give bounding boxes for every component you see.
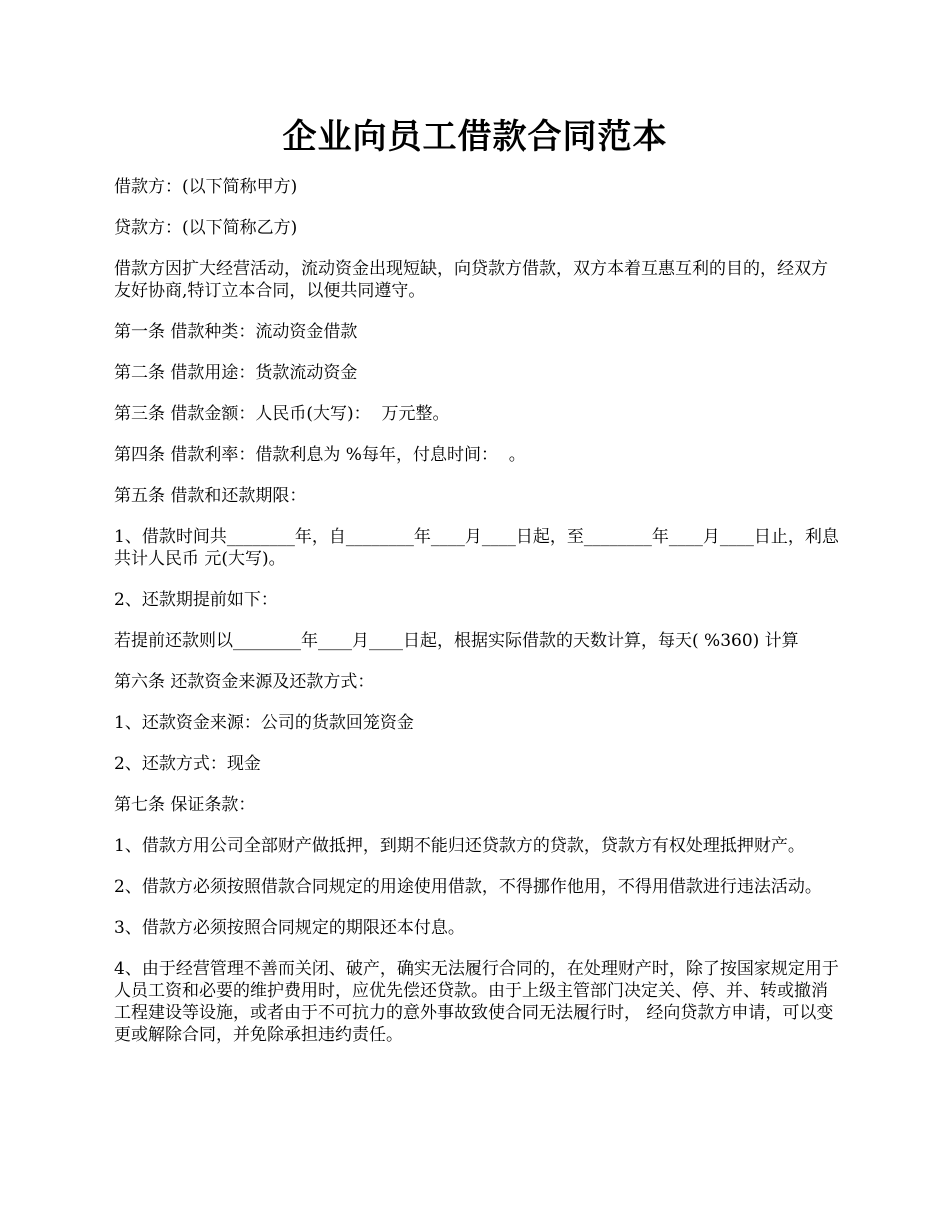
paragraph-article-6: 第六条 还款资金来源及还款方式： xyxy=(114,672,375,692)
paragraph-article-7: 第七条 保证条款： xyxy=(114,795,256,815)
paragraph-article-5-item-1: 1、借款时间共________年，自________年____月____日起，至________年____月____日止，利息共计人民币 元(大写)。 xyxy=(114,527,839,569)
paragraph-article-1: 第一条 借款种类：流动资金借款 xyxy=(114,322,358,342)
paragraph-article-6-item-1: 1、还款资金来源：公司的货款回笼资金 xyxy=(114,713,414,733)
paragraph-article-7-item-1: 1、借款方用公司全部财产做抵押，到期不能归还贷款方的贷款，贷款方有权处理抵押财产。 xyxy=(114,836,805,856)
paragraph-article-5: 第五条 借款和还款期限： xyxy=(114,486,307,506)
paragraph-article-6-item-2: 2、还款方式：现金 xyxy=(114,754,261,774)
paragraph-article-4: 第四条 借款利率：借款利息为 %每年，付息时间： 。 xyxy=(114,445,526,465)
paragraph-preamble: 借款方因扩大经营活动，流动资金出现短缺，向贷款方借款，双方本着互惠互利的目的，经双方友好协商,特订立本合同，以便共同遵守。 xyxy=(114,259,828,301)
paragraph-article-7-item-3: 3、借款方必须按照合同规定的期限还本付息。 xyxy=(114,918,465,938)
paragraph-early-repayment: 若提前还款则以________年____月____日起，根据实际借款的天数计算，每天( %360) 计算 xyxy=(114,631,799,651)
paragraph-borrower: 借款方：(以下简称甲方) xyxy=(114,177,298,197)
paragraph-article-7-item-4: 4、由于经营管理不善而关闭、破产，确实无法履行合同的，在处理财产时，除了按国家规定用于人员工资和必要的维护费用时，应优先偿还贷款。由于上级主管部门决定关、停、并、转或撤消工程建设等设施，或者由于不可抗力的意外事故致使合同无法履行时， 经向贷款方申请，可以变更或解除合同，并免除承担违约责任。 xyxy=(114,959,839,1045)
paragraph-article-7-item-2: 2、借款方必须按照借款合同规定的用途使用借款，不得挪作他用，不得用借款进行违法活动。 xyxy=(114,877,822,897)
paragraph-article-5-item-2: 2、还款期提前如下： xyxy=(114,590,278,610)
document-title: 企业向员工借款合同范本 xyxy=(282,117,668,157)
paragraph-article-2: 第二条 借款用途：货款流动资金 xyxy=(114,363,358,383)
document-body xyxy=(114,176,844,1065)
paragraph-article-3: 第三条 借款金额：人民币(大写)： 万元整。 xyxy=(114,404,450,424)
paragraph-lender: 贷款方：(以下简称乙方) xyxy=(114,218,298,238)
